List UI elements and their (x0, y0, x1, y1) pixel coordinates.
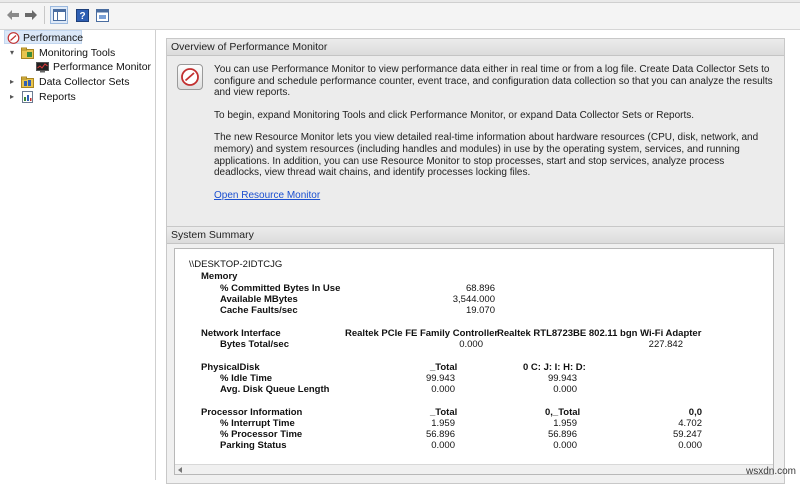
counter-value: 59.247 (672, 429, 702, 440)
toolbar (0, 0, 800, 30)
main-pane (157, 30, 800, 480)
overview-paragraph: The new Resource Monitor lets you view detailed real-time information about hardware resources (CPU, disk, network, and memory) and system resources (including handles and modules) in use by the operating system, services, and running applications. In addition, you can use Resource Monitor to stop processes, start and stop services, analyze process deadlocks, view thread wait chains, and identify processes locking files. (214, 132, 759, 179)
counter-value: 3,544.000 (452, 294, 495, 305)
counter-label: Bytes Total/sec (220, 339, 289, 350)
counter-label: Avg. Disk Queue Length (220, 384, 330, 395)
data-collector-icon (21, 76, 34, 88)
counter-value: 1.959 (431, 418, 455, 429)
monitor-chart-icon (36, 61, 49, 73)
counter-value: 99.943 (547, 373, 577, 384)
expand-chevron-icon[interactable]: ▸ (9, 92, 14, 101)
counter-label: Cache Faults/sec (220, 305, 298, 316)
overview-paragraph: You can use Performance Monitor to view performance data either in real time or from a log file. Create Data Collector Sets to configure and schedule performance counter, event trace, and configuration data collection so that you can analyze the results and view reports. (214, 64, 773, 99)
tree-item-label: Performance Monitor (53, 61, 152, 73)
counter-value: 0.000 (431, 440, 455, 451)
counter-value: 19.070 (465, 305, 495, 316)
expand-chevron-icon[interactable]: ▸ (9, 77, 14, 86)
reports-icon (21, 91, 34, 103)
overview-title: Overview of Performance Monitor (167, 39, 784, 56)
counter-value: 227.842 (648, 339, 683, 350)
counter-value: 56.896 (547, 429, 577, 440)
counter-value: 0.000 (678, 440, 702, 451)
memory-heading: Memory (201, 271, 238, 282)
tree-item-performance-monitor[interactable] (36, 60, 154, 74)
counter-label: Parking Status (220, 440, 287, 451)
counter-value: 0.000 (431, 384, 455, 395)
window-top-edge (0, 0, 800, 3)
system-summary-box (174, 248, 774, 475)
scroll-left-icon[interactable] (177, 466, 184, 474)
counter-value: 0.000 (553, 440, 577, 451)
counter-label: Available MBytes (220, 294, 298, 305)
column-header: 0,0 (688, 407, 702, 418)
back-arrow-icon[interactable] (4, 6, 22, 24)
counter-value: 0.000 (459, 339, 483, 350)
network-heading: Network Interface (201, 328, 281, 339)
counter-label: % Processor Time (220, 429, 303, 440)
counter-label: % Interrupt Time (220, 418, 295, 429)
counter-label: % Committed Bytes In Use (220, 283, 341, 294)
tree-item-performance[interactable] (4, 30, 82, 44)
performance-monitor-icon (177, 64, 203, 90)
counter-value: 4.702 (678, 418, 702, 429)
collapse-chevron-icon[interactable]: ▾ (9, 48, 14, 57)
overview-panel (166, 38, 785, 228)
counter-value: 68.896 (465, 283, 495, 294)
counter-value: 1.959 (553, 418, 577, 429)
tree-item-data-collector-sets[interactable] (8, 75, 148, 89)
svg-text:?: ? (78, 10, 86, 22)
overview-text (214, 64, 774, 212)
overview-paragraph: To begin, expand Monitoring Tools and click Performance Monitor, or expand Data Collector Sets or Reports. (214, 109, 695, 121)
navigation-tree (0, 30, 156, 480)
tree-item-reports[interactable] (8, 90, 148, 104)
watermark: wsxdn.com (745, 466, 796, 477)
machine-name: \\DESKTOP-2IDTCJG (189, 259, 283, 270)
toolbar-separator (44, 6, 45, 24)
adapter-name: Realtek RTL8723BE 802.11 bgn Wi-Fi Adapter (497, 328, 702, 339)
open-resource-monitor-link[interactable]: Open Resource Monitor (214, 189, 321, 201)
counter-value: 0.000 (553, 384, 577, 395)
properties-icon[interactable] (93, 6, 111, 24)
counter-value: 99.943 (425, 373, 455, 384)
physicaldisk-heading: PhysicalDisk (201, 362, 260, 373)
column-header: _Total (430, 362, 458, 373)
processor-heading: Processor Information (201, 407, 303, 418)
performance-icon (7, 32, 20, 44)
overview-body (167, 56, 784, 226)
folder-tools-icon (21, 47, 34, 59)
column-header: 0 C: J: I: H: D: (523, 362, 586, 373)
system-summary-title: System Summary (167, 227, 784, 244)
column-header: _Total (430, 407, 458, 418)
tree-item-label: Reports (39, 91, 76, 103)
tree-item-label: Data Collector Sets (39, 76, 130, 88)
tree-item-monitoring-tools[interactable] (8, 46, 148, 60)
tree-item-label: Monitoring Tools (39, 47, 116, 59)
show-hide-tree-icon[interactable] (50, 6, 68, 24)
counter-value: 56.896 (425, 429, 455, 440)
tree-item-label: Performance (23, 32, 84, 44)
adapter-name: Realtek PCIe FE Family Controller (345, 328, 499, 339)
help-icon[interactable] (73, 6, 91, 24)
column-header: 0,_Total (545, 407, 581, 418)
counter-label: % Idle Time (220, 373, 273, 384)
forward-arrow-icon[interactable] (22, 6, 40, 24)
horizontal-scrollbar[interactable] (175, 464, 773, 474)
system-summary-panel (166, 226, 785, 484)
